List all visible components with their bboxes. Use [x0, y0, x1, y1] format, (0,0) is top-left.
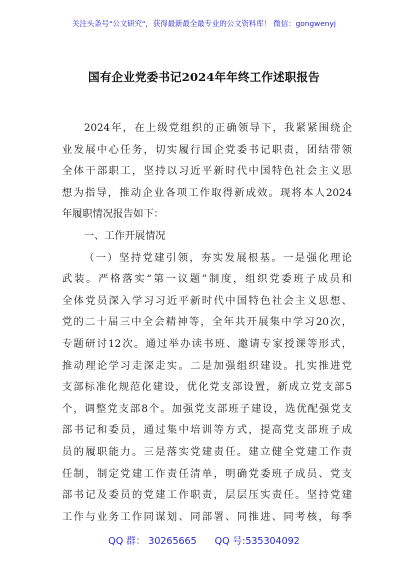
- section-heading: 一、工作开展情况: [84, 230, 166, 242]
- body-line: 员的履职能力。三是落实党建责任。建立健全党建工作责: [62, 446, 352, 458]
- body-line: 年履职情况报告如下：: [62, 209, 164, 221]
- body-line: 推动理论学习走深走实。二是加强组织建设。扎实推进党: [62, 360, 352, 372]
- body-line: 全体党员深入学习习近平新时代中国特色社会主义思想、: [62, 295, 352, 307]
- body-line: 工作与业务工作同谋划、同部署、同推进、同考核，每季: [62, 511, 352, 523]
- body-line: （一）坚持党建引领，夯实发展根基。一是强化理论: [84, 252, 352, 264]
- document-title: 国有企业党委书记2024年年终工作述职报告: [88, 70, 320, 84]
- qq-number-text: QQ 号:535304092: [214, 536, 300, 547]
- body-line: 任制，制定党建工作责任清单，明确党委班子成员、党支: [62, 468, 352, 480]
- body-line: 部书记及委员的党建工作职责，层层压实责任。坚持党建: [62, 490, 352, 502]
- body-line: 专题研讨12次。通过举办读书班、邀请专家授课等形式，: [62, 338, 352, 350]
- body-line: 全体干部职工，坚持以习近平新时代中国特色社会主义思: [62, 166, 352, 178]
- contact-footer: [0, 533, 408, 547]
- body-line: 支部标准化规范化建设，优化党支部设置，新成立党支部5: [62, 382, 352, 394]
- body-line: 个，调整党支部8个。加强党支部班子建设，选优配强党支: [62, 403, 352, 415]
- body-line: 部书记和委员，通过集中培训等方式，提高党支部班子成: [62, 425, 352, 437]
- document-body: [62, 118, 352, 528]
- body-line: 业发展中心任务，切实履行国企党委书记职责，团结带领: [62, 144, 352, 156]
- body-line: 武装。严格落实“第一议题”制度，组织党委班子成员和: [62, 274, 352, 286]
- body-line: 党的二十届三中全会精神等，全年共开展集中学习20次，: [62, 317, 352, 329]
- body-line: 2024年，在上级党组织的正确领导下，我紧紧围绕企: [84, 123, 352, 134]
- qq-group-text: QQ 群： 30265665: [108, 536, 197, 547]
- body-line: 想为指导，推动企业各项工作取得新成效。现将本人2024: [62, 187, 352, 199]
- top-promo-banner: 关注头条号"公文研究"，获得最新最全最专业的公文资料库！ 微信：gongwenyj: [72, 19, 336, 28]
